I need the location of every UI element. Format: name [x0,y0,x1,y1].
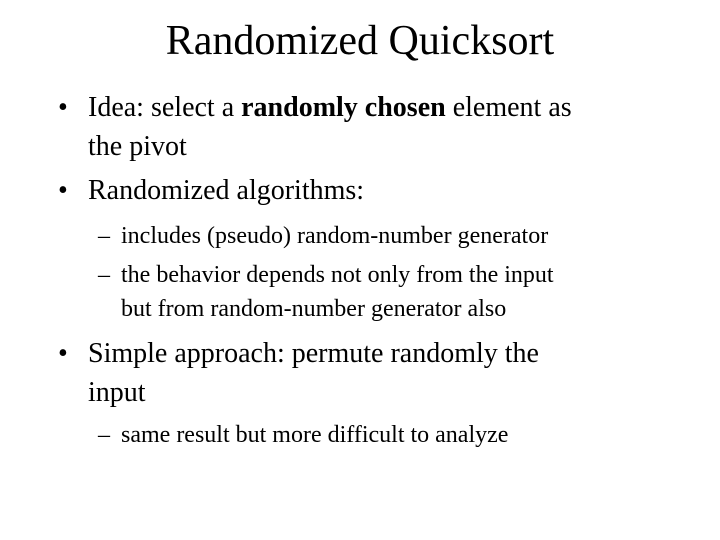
bullet-1-emphasis: randomly chosen [241,92,446,123]
bullet-2-subitem-1: includes (pseudo) random-number generator [121,223,549,249]
bullet-marker: • [58,338,68,369]
bullet-marker: • [58,92,68,123]
bullet-2-subitem-2-line-2: but from random-number generator also [121,296,507,322]
bullet-1-text-pre: Idea: select a [88,92,242,123]
bullet-marker: • [58,175,68,206]
subitem-dash: – [98,422,110,448]
bullet-3-line-2: input [88,377,146,408]
bullet-3-subitem-1: same result but more difficult to analyze [121,422,509,448]
bullet-1-line-2: the pivot [88,131,187,162]
bullet-3-line-1: Simple approach: permute randomly the [88,338,539,369]
subitem-dash: – [98,223,110,249]
bullet-2-line-1: Randomized algorithms: [88,175,365,206]
subitem-dash: – [98,262,110,288]
bullet-2-subitem-2-line-1: the behavior depends not only from the input [121,262,554,288]
slide-title: Randomized Quicksort [165,18,555,64]
bullet-1-line-1 [88,91,572,125]
bullet-1-text-post: element as [445,92,572,123]
